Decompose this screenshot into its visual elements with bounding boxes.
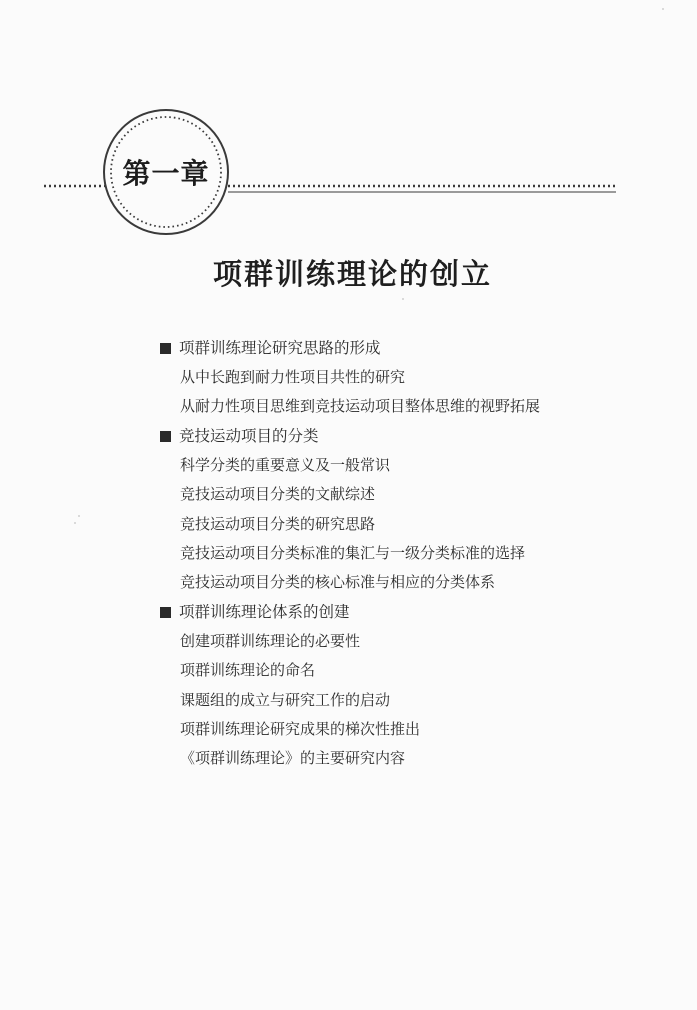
- chapter-ornament: [0, 100, 697, 240]
- toc-section-heading: [160, 334, 660, 363]
- scan-speck: [78, 515, 80, 517]
- toc-section: [160, 422, 660, 598]
- toc-section-heading-text: 竞技运动项目的分类: [179, 426, 319, 445]
- toc-item: 竞技运动项目分类标准的集汇与一级分类标准的选择: [180, 543, 526, 562]
- scan-speck: [402, 298, 404, 300]
- toc-item: 从中长跑到耐力性项目共性的研究: [180, 368, 406, 386]
- scan-speck: [662, 8, 664, 10]
- toc-item: 项群训练理论的命名: [180, 661, 316, 680]
- toc-section: [160, 334, 660, 422]
- chapter-number: 第一章: [122, 157, 210, 190]
- square-bullet-icon: [160, 431, 171, 442]
- toc-item: 课题组的成立与研究工作的启动: [180, 690, 391, 709]
- toc-item: 竞技运动项目分类的文献综述: [180, 485, 376, 504]
- toc-item: 《项群训练理论》的主要研究内容: [180, 749, 406, 768]
- toc-section-heading-text: 项群训练理论研究思路的形成: [179, 339, 381, 357]
- toc-section-heading: [160, 598, 660, 627]
- toc-section-heading: [160, 422, 660, 451]
- toc-section: [160, 598, 660, 774]
- toc-item: 从耐力性项目思维到竞技运动项目整体思维的视野拓展: [180, 397, 541, 416]
- chapter-contents: [160, 334, 660, 774]
- toc-section-heading-text: 项群训练理论体系的创建: [179, 602, 350, 621]
- toc-item: 科学分类的重要意义及一般常识: [180, 455, 391, 474]
- square-bullet-icon: [160, 607, 171, 618]
- toc-item: 竞技运动项目分类的核心标准与相应的分类体系: [180, 573, 496, 592]
- scan-speck: [74, 522, 76, 524]
- chapter-header: [0, 100, 697, 240]
- square-bullet-icon: [160, 343, 171, 354]
- chapter-title: 项群训练理论的创立: [212, 257, 492, 291]
- toc-item: 创建项群训练理论的必要性: [180, 631, 361, 650]
- toc-item: 项群训练理论研究成果的梯次性推出: [180, 719, 421, 738]
- toc-item: 竞技运动项目分类的研究思路: [180, 514, 376, 533]
